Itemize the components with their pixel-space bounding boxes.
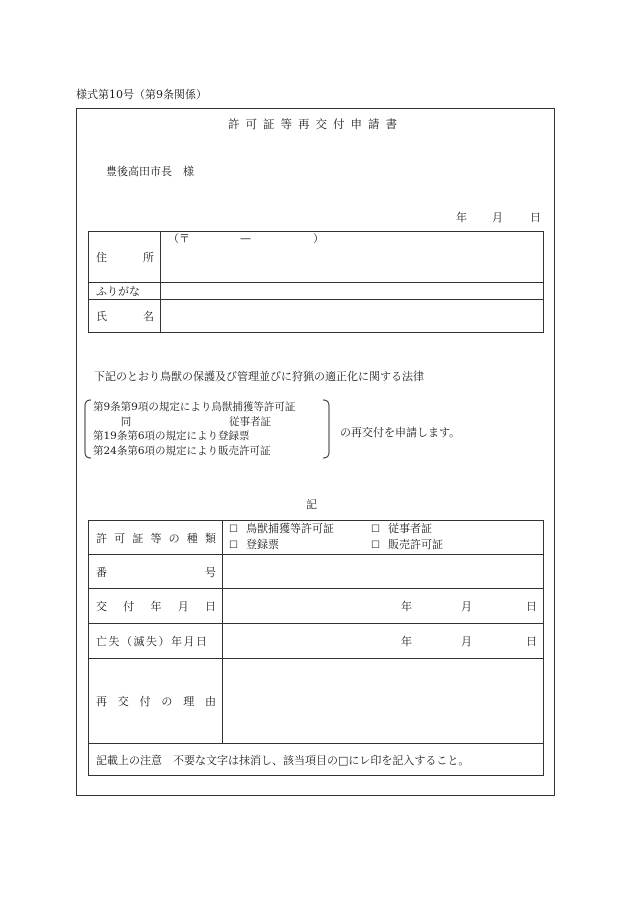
reason-label-cell: 再 交 付 の 理 由 (89, 659, 223, 744)
ki-heading: 記 (306, 498, 317, 511)
address-label: 住 所 (96, 251, 154, 264)
option-hunting-permit[interactable]: ☐ 鳥獣捕獲等許可証 (229, 522, 334, 535)
number-row (89, 555, 544, 589)
option-registration[interactable]: ☐ 登録票 (229, 538, 279, 551)
number-field[interactable] (223, 555, 544, 589)
application-date (456, 209, 541, 225)
reason-row (89, 659, 544, 744)
addressee: 豊後高田市長 様 (106, 165, 194, 178)
worker-cert-text: 従事者証 (229, 415, 271, 428)
name-field[interactable] (161, 300, 544, 333)
form-title: 許可証等再交付申請書 (228, 117, 403, 131)
issue-date-label-cell: 交 付 年 月 日 (89, 589, 223, 624)
date-day-label: 日 (530, 211, 541, 224)
number-label-cell: 番 号 (89, 555, 223, 589)
postal-suffix: ） (313, 232, 324, 245)
date-month-label: 月 (492, 211, 503, 224)
option-worker-cert[interactable]: ☐ 従事者証 (371, 522, 432, 535)
address-label-cell (89, 232, 161, 283)
loss-date-row (89, 624, 544, 659)
checkbox-icon[interactable]: ☐ (229, 524, 238, 535)
note-row (89, 744, 544, 776)
legal-line-1: 第9条第9項の規定により鳥獣捕獲等許可証 (93, 401, 296, 413)
reason-field[interactable] (223, 659, 544, 744)
applicant-table (88, 231, 544, 333)
statement: 下記のとおり鳥獣の保護及び管理並びに狩猟の適正化に関する法律 (94, 370, 424, 383)
name-label-cell: 氏 名 (89, 300, 161, 333)
issue-date-field[interactable]: 年 月 日 (223, 589, 544, 624)
option-sales-permit[interactable]: ☐ 販売許可証 (371, 538, 443, 551)
name-row (89, 300, 544, 333)
checkbox-icon[interactable]: ☐ (371, 524, 380, 535)
address-row (89, 232, 544, 283)
legal-line-4: 第24条第6項の規定により販売許可証 (93, 444, 271, 457)
loss-date-field[interactable]: 年 月 日 (223, 624, 544, 659)
type-label-cell: 許 可 証 等 の 種 類 (89, 521, 223, 555)
legal-line-2 (93, 415, 295, 430)
request-suffix: の再交付を申請します。 (340, 426, 461, 439)
furigana-label: ふりがな (89, 283, 161, 300)
furigana-row (89, 283, 544, 300)
type-row (89, 521, 544, 555)
legal-line-3: 第19条第6項の規定により登録票 (93, 430, 250, 443)
same-mark: 同 (120, 415, 132, 428)
checkbox-icon[interactable]: ☐ (229, 540, 238, 551)
type-options-cell (223, 521, 544, 555)
address-field[interactable] (161, 232, 544, 283)
checkbox-icon[interactable]: ☐ (371, 540, 380, 551)
legal-basis-group (83, 398, 331, 460)
postal-prefix: （〒 (168, 232, 190, 245)
form-number: 様式第10号（第9条関係） (76, 88, 207, 101)
postal-dash: — (240, 232, 251, 245)
issue-date-row (89, 589, 544, 624)
date-year-label: 年 (456, 211, 467, 224)
detail-table (88, 520, 544, 776)
note-text: 記載上の注意 不要な文字は抹消し、該当項目の□にレ印を記入すること。 (89, 744, 544, 776)
loss-date-label: 亡失（滅失）年月日 (89, 624, 223, 659)
furigana-field[interactable] (161, 283, 544, 300)
